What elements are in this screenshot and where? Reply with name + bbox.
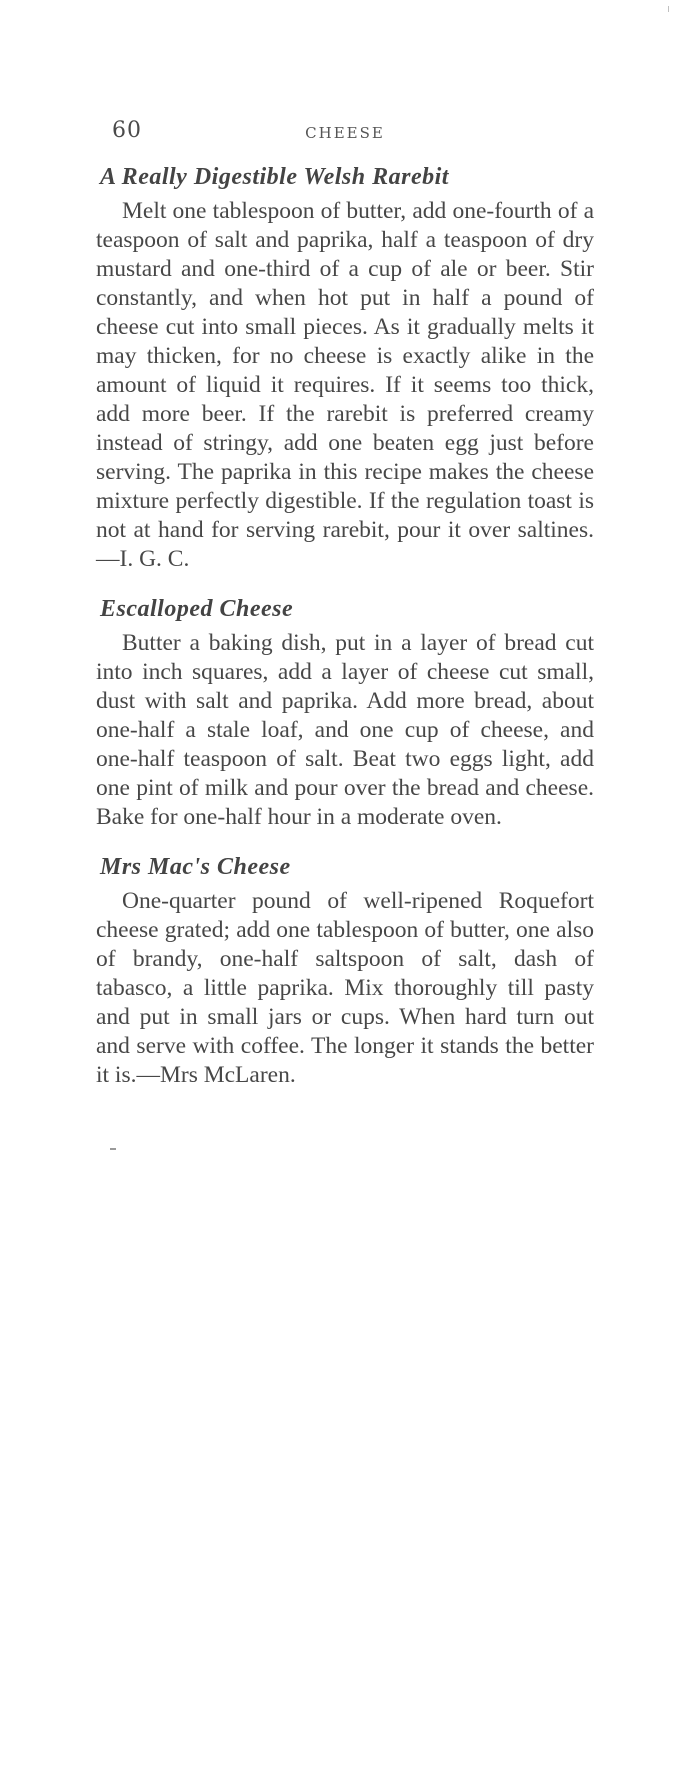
recipe-body: One-quarter pound of well-ripened Roquefort cheese grated; add one tablespoon of butter, one also of brandy, one-half saltspoon of salt, dash of tabasco, a little paprika. Mix thoroughly till pasty and put in small jars or cups. When hard turn out and serve with coffee. The longer it stands the better it is.—Mrs McLaren. (96, 888, 594, 1088)
recipe-welsh-rarebit (96, 164, 594, 574)
recipe-title: A Really Digestible Welsh Rarebit (100, 164, 449, 190)
section-title: CHEESE (305, 124, 385, 142)
recipe-title: Escalloped Cheese (100, 596, 294, 622)
recipe-title: Mrs Mac's Cheese (100, 854, 291, 880)
stray-mark (110, 1148, 116, 1150)
running-head (96, 118, 594, 148)
page-number: 60 (112, 118, 142, 143)
corner-mark (668, 6, 669, 12)
recipe-mrs-macs-cheese (96, 854, 594, 1090)
recipe-escalloped-cheese (96, 596, 594, 832)
recipe-body: Melt one tablespoon of butter, add one-fourth of a teaspoon of salt and paprika, half a teaspoon of dry mustard and one-third of a cup of ale or beer. Stir constantly, and when hot put in half a pound of cheese cut into small pieces. As it gradually melts it may thicken, for no cheese is exactly alike in the amount of liquid it requires. If it seems too thick, add more beer. If the rarebit is preferred creamy instead of stringy, add one beaten egg just before serving. The paprika in this recipe makes the cheese mixture perfectly digestible. If the regulation toast is not at hand for serving rarebit, pour it over saltines.—I. G. C. (96, 198, 594, 572)
book-page (96, 118, 594, 1090)
recipe-body: Butter a baking dish, put in a layer of bread cut into inch squares, add a layer of cheese cut small, dust with salt and paprika. Add more bread, about one-half a stale loaf, and one cup of cheese, and one-half teaspoon of salt. Beat two eggs light, add one pint of milk and pour over the bread and cheese. Bake for one-half hour in a moderate oven. (96, 630, 594, 830)
